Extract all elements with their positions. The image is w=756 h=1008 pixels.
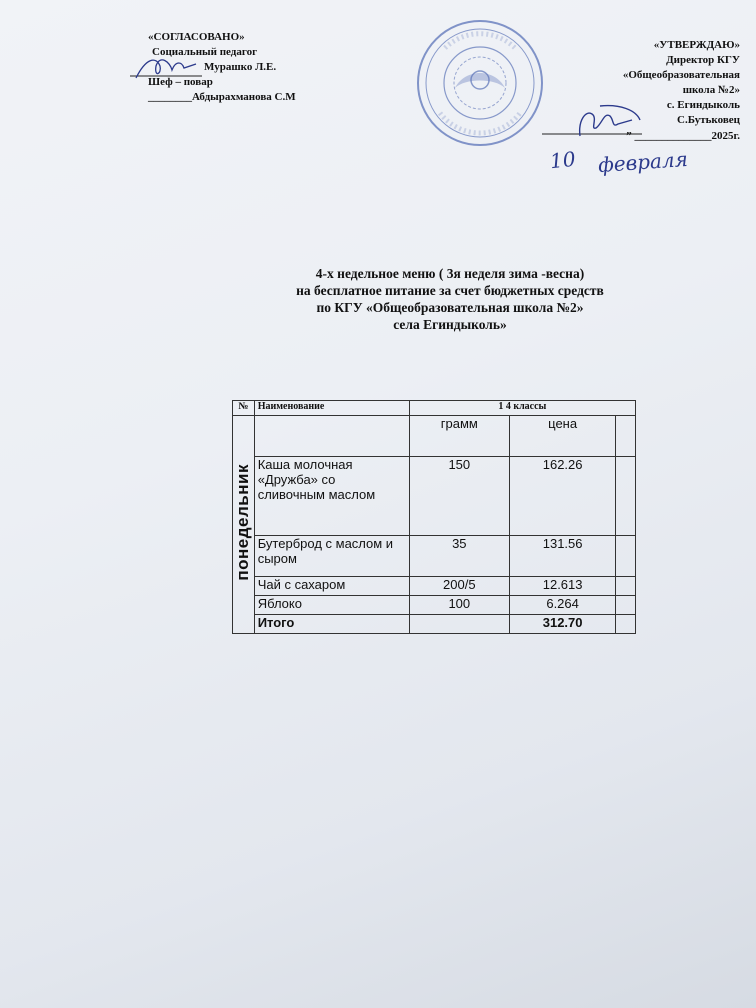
header-number: № [233,401,255,416]
header-classes: 1 4 классы [409,401,635,416]
approval-date: ” ______________2025г. [626,130,740,142]
table-subheader-row [233,416,636,457]
approval-date-quote: ” [626,130,632,142]
dish-gram: 100 [409,596,509,615]
table-row [233,536,636,577]
dish-name: Яблоко [254,596,409,615]
dish-gram: 35 [409,536,509,577]
chef-line [148,90,296,105]
chef-signature-blank: ________ [148,91,192,103]
dish-price: 12.613 [509,577,615,596]
approval-date-year: 2025г. [711,130,740,142]
director-name: С.Бутьковец [677,114,740,126]
day-cell [233,416,255,634]
table-row [233,596,636,615]
total-value: 312.70 [509,615,615,634]
subheader-price: цена [509,416,615,457]
header-name: Наименование [254,401,409,416]
total-row [233,615,636,634]
pedagogue-signature [126,52,206,84]
dish-name: Бутерброд с маслом и сыром [254,536,409,577]
dish-extra [616,457,636,536]
subheader-empty [254,416,409,457]
dish-gram: 150 [409,457,509,536]
title-line3: по КГУ «Общеобразовательная школа №2» [316,300,584,315]
official-seal [415,18,545,148]
dish-extra [616,536,636,577]
title-line4: села Егиндыколь» [393,317,507,332]
table-header-row [233,401,636,416]
menu-table [232,400,636,634]
title-line2: на бесплатное питание за счет бюджетных средств [296,283,604,298]
chef-name: Абдырахманова С.М [192,91,296,103]
director-signature [540,100,650,140]
director-title: Директор КГУ [666,54,740,66]
day-label: понедельник [233,464,252,581]
village-name: с. Егиндыколь [666,99,740,111]
agreed-heading: «СОГЛАСОВАНО» [148,31,245,43]
dish-price: 162.26 [509,457,615,536]
dish-name: Каша молочная «Дружба» со сливочным маслом [254,457,409,536]
subheader-extra [616,416,636,457]
approve-heading: «УТВЕРЖДАЮ» [653,39,740,51]
handwritten-date-day: 10 [548,146,577,174]
chef-title: Шеф – повар [148,76,213,88]
dish-price: 6.264 [509,596,615,615]
table-row [233,457,636,536]
dish-price: 131.56 [509,536,615,577]
title-line1: 4-х недельное меню ( 3я неделя зима -весна) [315,266,585,281]
dish-gram: 200/5 [409,577,509,596]
total-extra [616,615,636,634]
social-pedagogue-name: Мурашко Л.Е. [204,61,277,73]
dish-name: Чай с сахаром [254,577,409,596]
school-name-line1: «Общеобразовательная [622,69,740,81]
school-name-line2: школа №2» [682,84,740,96]
subheader-gram: грамм [409,416,509,457]
dish-extra [616,596,636,615]
dish-extra [616,577,636,596]
table-row [233,577,636,596]
total-label: Итого [254,615,409,634]
total-gram [409,615,509,634]
handwritten-date-month: февраля [597,146,689,178]
menu-title [200,265,700,333]
social-pedagogue-title: Социальный педагог [152,46,258,58]
